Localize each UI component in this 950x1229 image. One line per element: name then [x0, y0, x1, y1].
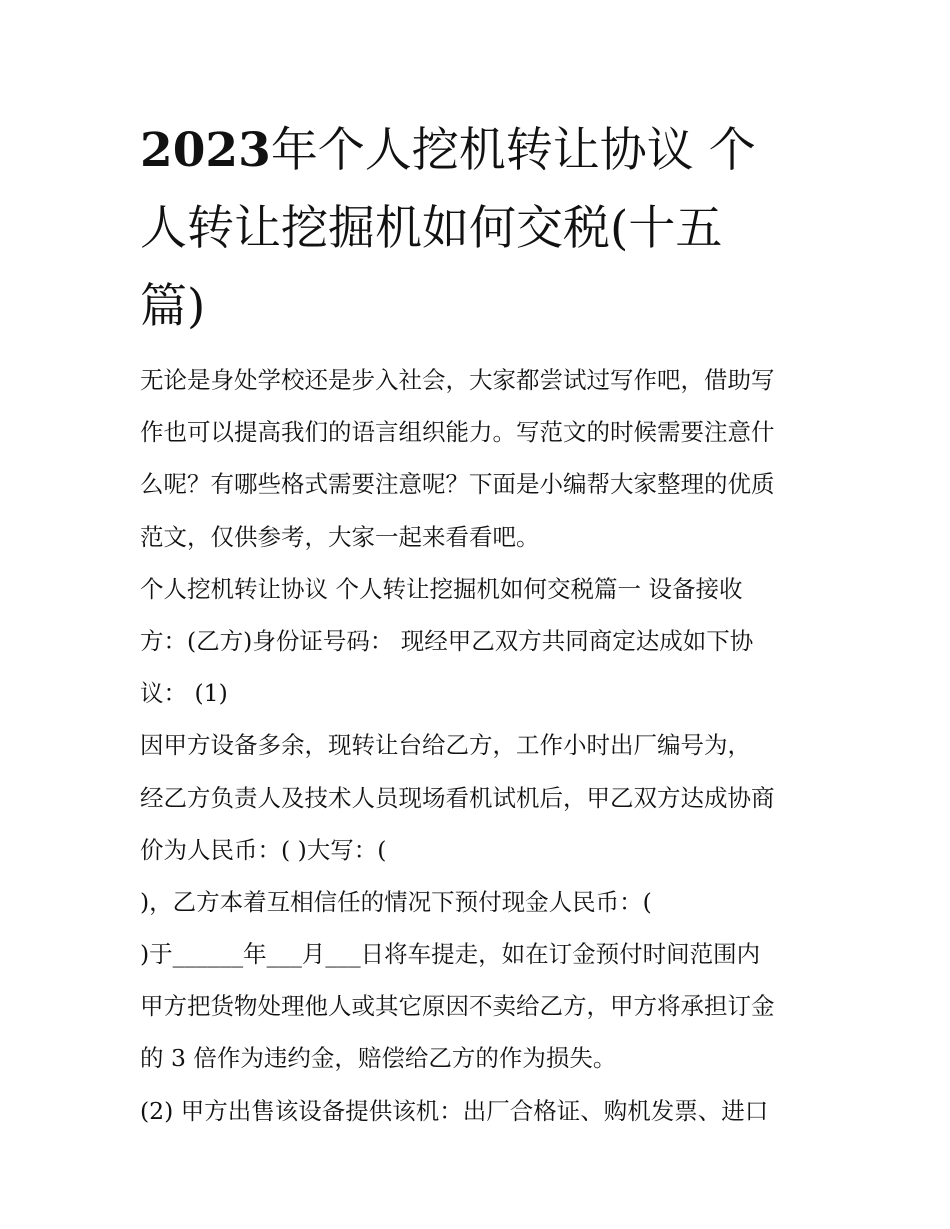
body-line: (2) 甲方出售该设备提供该机：出厂合格证、购机发票、进口: [140, 1096, 769, 1125]
body-line: 经乙方负责人及技术人员现场看机试机后，甲乙双方达成协商: [140, 783, 775, 812]
body-line: 方：(乙方)身份证号码： 现经甲乙双方共同商定达成如下协: [140, 626, 754, 655]
title-line-1: [140, 112, 820, 190]
body-line: )于______年___月___日将车提走，如在订金预付时间范围内: [140, 940, 761, 969]
body-line: 因甲方设备多余，现转让台给乙方，工作小时出厂编号为，: [140, 731, 751, 760]
title-line-3: 篇): [140, 279, 206, 334]
title-line-1-text: 年个人挖机转让协议 个: [270, 123, 756, 178]
title-line-2: 人转让挖掘机如何交税(十五: [140, 201, 723, 256]
body-line: 议： (1): [140, 679, 228, 708]
document-title: [140, 112, 820, 346]
document-body: [140, 354, 820, 1137]
body-line: )，乙方本着互相信任的情况下预付现金人民币：(: [140, 887, 652, 916]
body-line: 作也可以提高我们的语言组织能力。写范文的时候需要注意什: [140, 418, 775, 447]
body-line: 价为人民币：( )大写：(: [140, 835, 387, 864]
body-line: 甲方把货物处理他人或其它原因不卖给乙方，甲方将承担订金: [140, 992, 775, 1021]
body-line: 无论是身处学校还是步入社会，大家都尝试过写作吧，借助写: [140, 366, 775, 394]
title-year: 2023: [140, 123, 271, 178]
body-line: 的 3 倍作为违约金，赔偿给乙方的作为损失。: [140, 1044, 617, 1073]
body-line: 个人挖机转让协议 个人转让挖掘机如何交税篇一 设备接收: [140, 574, 743, 603]
body-line: 么呢？有哪些格式需要注意呢？下面是小编帮大家整理的优质: [140, 470, 775, 499]
body-line: 范文，仅供参考，大家一起来看看吧。: [140, 522, 540, 551]
